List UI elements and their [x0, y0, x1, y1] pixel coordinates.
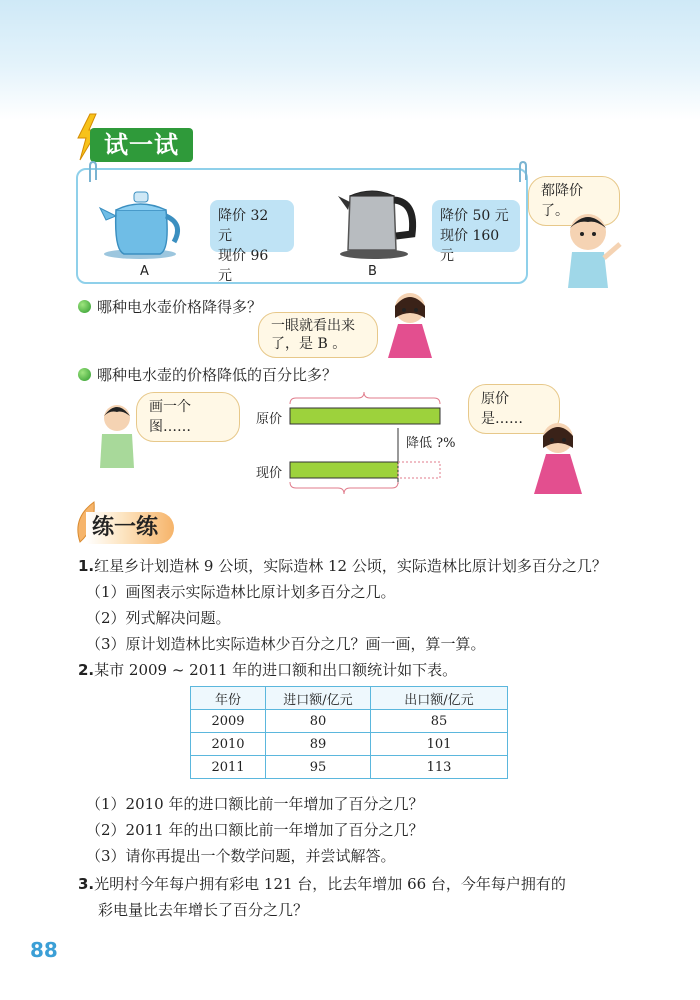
exercise-2-sub-1: （1）2010 年的进口额比前一年增加了百分之几？: [86, 795, 424, 813]
bullet-icon: [78, 368, 91, 381]
table-header-row: [191, 687, 508, 710]
table-header: 进口额/亿元: [266, 687, 371, 710]
boy-character-2: [94, 400, 140, 470]
bubble-line: 了，是 B 。: [271, 336, 347, 352]
table-cell: 95: [266, 756, 371, 779]
girl-character-2: [528, 418, 588, 496]
trade-data-table: [190, 686, 508, 779]
bullet-icon: [78, 300, 91, 313]
table-cell: 2010: [191, 733, 266, 756]
kettle-comparison-panel: [76, 168, 528, 284]
table-cell: 80: [266, 710, 371, 733]
kettle-b-now: 现价 160 元: [440, 228, 500, 264]
table-cell: 89: [266, 733, 371, 756]
speech-bubble-girl-1: [258, 312, 378, 358]
kettle-a-now: 现价 96 元: [218, 248, 269, 284]
kettle-b-price-box: [432, 200, 520, 264]
exercise-number: 1.: [78, 557, 95, 575]
kettle-a-image: [94, 180, 186, 260]
kettle-a-drop: 降价 32 元: [218, 208, 269, 244]
table-row: [191, 756, 508, 779]
paperclip-icon: [86, 160, 100, 184]
current-price-brace: [290, 482, 398, 494]
exercise-3-line-2: 彩电量比去年增长了百分之几？: [98, 901, 309, 919]
kettle-b-drop: 降价 50 元: [440, 208, 509, 224]
kettle-b-label: B: [368, 264, 377, 279]
exercise-1-sub-3: （3）原计划造林比实际造林少百分之几？画一画，算一算。: [86, 635, 486, 653]
speech-bubble-boy-2: 画一个图……: [136, 392, 240, 442]
table-cell: 2011: [191, 756, 266, 779]
table-cell: 2009: [191, 710, 266, 733]
question-1: [78, 296, 262, 317]
kettle-a-price-box: [210, 200, 294, 284]
original-price-label: 原价: [256, 412, 283, 427]
table-cell: 113: [371, 756, 508, 779]
question-1-text: 哪种电水壶价格降得多？: [97, 298, 263, 316]
table-header: 出口额/亿元: [371, 687, 508, 710]
exercise-1-sub-1: （1）画图表示实际造林比原计划多百分之几。: [86, 583, 396, 601]
current-price-bar: [290, 462, 398, 478]
table-cell: 101: [371, 733, 508, 756]
table-row: [191, 733, 508, 756]
table-cell: 85: [371, 710, 508, 733]
question-2-text: 哪种电水壶的价格降低的百分比多？: [97, 366, 338, 384]
original-price-bar: [290, 408, 440, 424]
exercise-1-sub-2: （2）列式解决问题。: [86, 609, 231, 627]
exercise-2-sub-2: （2）2011 年的出口额比前一年增加了百分之几？: [86, 821, 424, 839]
drop-percent-label: 降低 ?%: [406, 436, 456, 451]
exercise-1: [78, 556, 607, 576]
price-drop-segment: [398, 462, 440, 478]
kettle-b-image: [334, 174, 420, 260]
bubble-line: 一眼就看出来: [271, 318, 355, 334]
header-background: [0, 0, 700, 120]
speech-bubble-boy: 都降价了。: [528, 176, 620, 226]
table-header: 年份: [191, 687, 266, 710]
exercise-3: [78, 874, 566, 894]
section-title-practice: 练一练: [86, 512, 174, 544]
question-2: [78, 364, 337, 385]
paperclip-icon: [516, 160, 530, 184]
kettle-a-label: A: [140, 264, 149, 279]
exercise-text: 某市 2009 ~ 2011 年的进口额和出口额统计如下表。: [94, 661, 458, 679]
section-title-try: 试一试: [90, 128, 193, 162]
exercise-number: 3.: [78, 875, 95, 893]
page-number: 88: [30, 938, 58, 962]
exercise-text: 光明村今年每户拥有彩电 121 台，比去年增加 66 台，今年每户拥有的: [94, 875, 566, 893]
current-price-label: 现价: [256, 466, 283, 481]
exercise-2: [78, 660, 457, 680]
exercise-number: 2.: [78, 661, 95, 679]
exercise-2-sub-3: （3）请你再提出一个数学问题，并尝试解答。: [86, 847, 396, 865]
table-row: [191, 710, 508, 733]
speech-bubble-girl-2: 原价是……: [468, 384, 560, 434]
exercise-text: 红星乡计划造林 9 公顷，实际造林 12 公顷，实际造林比原计划多百分之几？: [94, 557, 607, 575]
percentage-segment-diagram: [284, 392, 454, 496]
boy-character: [548, 206, 628, 290]
girl-character: [380, 288, 440, 360]
